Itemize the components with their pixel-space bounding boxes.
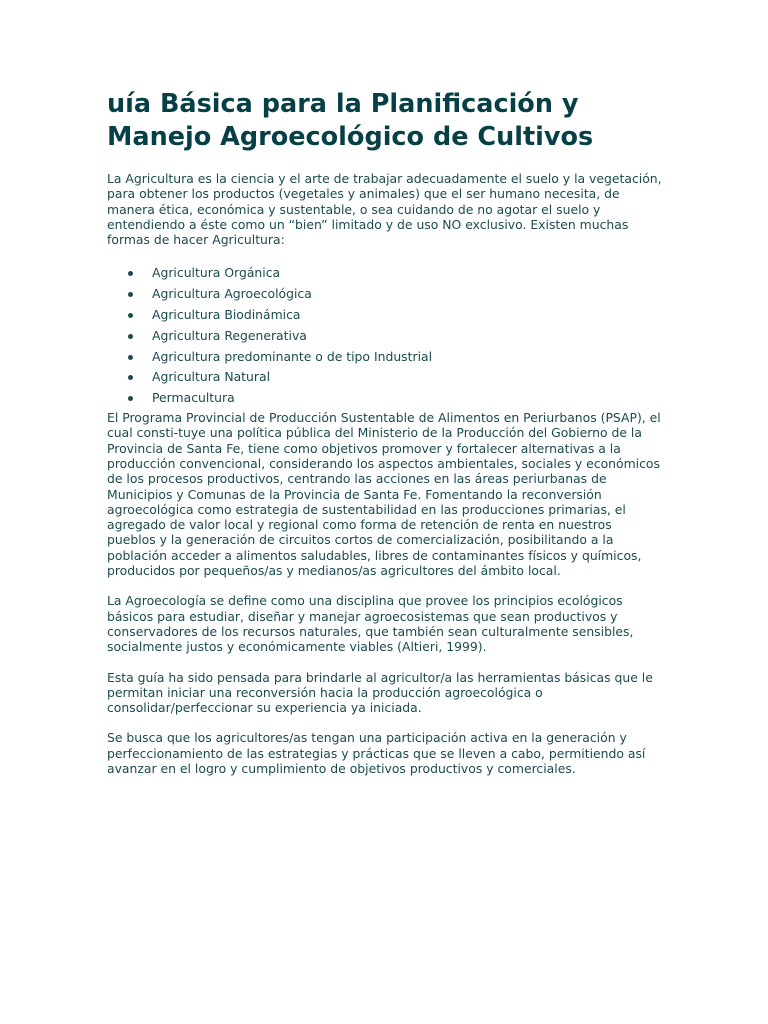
document-page: [107, 88, 663, 776]
list-item-label: Agricultura predominante o de tipo Industrial: [152, 348, 433, 364]
list-item-label: Permacultura: [152, 390, 235, 406]
list-item: [107, 326, 663, 347]
participation-paragraph: Se busca que los agricultores/as tengan una participación activa en la generación y perfeccionamiento de las estrategias y prácticas que se lleven a cabo, permitiendo así avanzar en el logro y cumplimiento de objetivos productivos y comerciales.: [107, 730, 646, 776]
agroecology-definition-paragraph: La Agroecología se define como una disciplina que provee los principios ecológicos básicos para estudiar, diseñar y manejar agroecosistemas que sean productivos y conservadores de los recursos naturales, que también sean culturalmente sensibles, socialmente justos y económicamente viables (Altieri, 1999).: [107, 593, 634, 655]
list-item: [107, 263, 663, 284]
list-item: [107, 388, 663, 409]
list-item-label: Agricultura Orgánica: [152, 265, 281, 281]
bullet-icon: [128, 271, 133, 276]
bullet-icon: [128, 313, 133, 318]
list-item-label: Agricultura Agroecológica: [152, 286, 312, 302]
psap-paragraph: El Programa Provincial de Producción Sustentable de Alimentos en Periurbanos (PSAP), el cual consti-tuye una política pública del Ministerio de la Producción del Gobierno de la Provincia de Santa Fe, tiene como objetivos promover y fortalecer alternativas a la producción convencional, considerando los aspectos ambientales, sociales y económicos de los procesos productivos, centrando las acciones en las áreas periurbanas de Municipios y Comunas de la Provincia de Santa Fe. Fomentando la reconversión agroecológica como estrategia de sustentabilidad en las producciones primarias, el agregado de valor local y regional como forma de retención de renta en nuestros pueblos y la generación de circuitos cortos de comercialización, posibilitando a la población acceder a alimentos saludables, libres de contaminantes físicos y químicos, producidos por pequeños/as y medianos/as agricultores del ámbito local.: [107, 410, 661, 579]
list-item: [107, 284, 663, 305]
list-item-label: Agricultura Biodinámica: [152, 307, 301, 323]
bullet-icon: [128, 396, 133, 401]
document-title: uía Básica para la Planificación y Manejo Agroecológico de Cultivos: [107, 89, 594, 152]
bullet-icon: [128, 355, 133, 360]
list-item: [107, 367, 663, 388]
agriculture-types-list: [107, 263, 663, 409]
list-item: [107, 305, 663, 326]
bullet-icon: [128, 292, 133, 297]
guide-purpose-paragraph: Esta guía ha sido pensada para brindarle al agricultor/a las herramientas básicas que le permitan iniciar una reconversión hacia la producción agroecológica o consolidar/perfeccionar su experiencia ya iniciada.: [107, 669, 653, 716]
list-item-label: Agricultura Regenerativa: [152, 327, 307, 343]
list-item: [107, 347, 663, 368]
bullet-icon: [128, 334, 133, 339]
bullet-icon: [128, 375, 133, 380]
list-item-label: Agricultura Natural: [152, 369, 271, 385]
intro-paragraph: La Agricultura es la ciencia y el arte de trabajar adecuadamente el suelo y la vegetación, para obtener los productos (vegetales y animales) que el ser humano necesita, de manera ética, económica y sustentable, o sea cuidando de no agotar el suelo y entendiendo a éste como un “bien” limitado y de uso NO exclusivo. Existen muchas formas de hacer Agricultura:: [107, 171, 662, 248]
